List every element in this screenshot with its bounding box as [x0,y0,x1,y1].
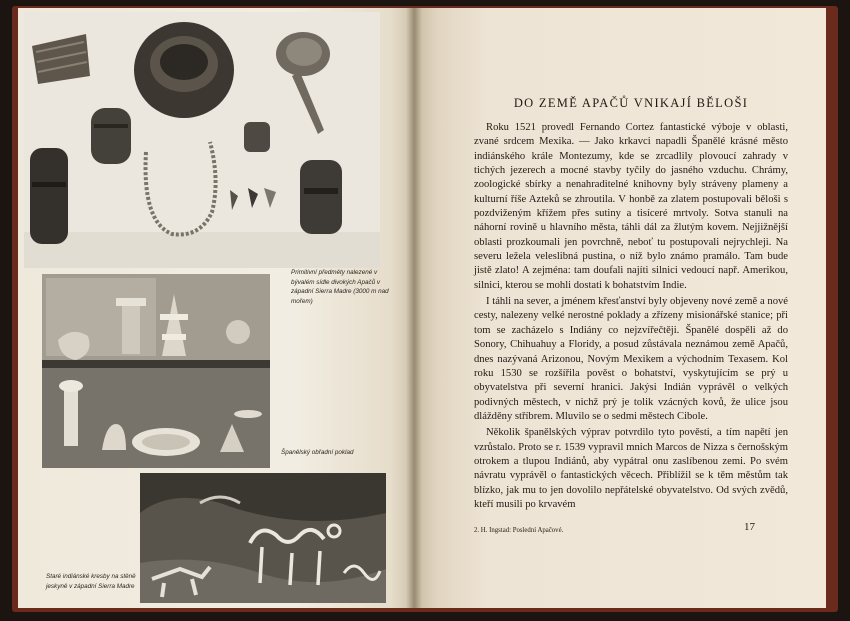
artifacts-photo [24,12,380,268]
page-footer: 2. H. Ingstad: Poslední Apačové. [474,527,564,534]
chapter-title: DO ZEMĚ APAČŮ VNIKAJÍ BĚLOŠI [513,96,749,110]
artifacts-caption: Primitivní předměty nalezené v bývalém sídle divokých Apačů v západní Sierra Madre (3000 m nad mořem) [291,269,389,305]
book-gutter [406,8,422,608]
rock-art-caption: Staré indiánské kresby na stěně jeskyně v západní Sierra Madre [46,573,136,590]
rock-art-photo [140,473,386,603]
pottery-caption: Španělský obřadní poklad [281,449,354,456]
page-text [474,96,788,514]
paragraph: Roku 1521 provedl Fernando Cortez fantastické výboje v oblasti, zvané srdcem Mexika. — Jako krkavci napadli Španělé krásné město indiánského krále Montezumy, kde se zrcadlily plovoucí zahrady v tichých jezerech a mocné stavby tyčily do jasného vzduchu. Chrámy, zoologické sbírky a nenahraditelné knihovny byly stráveny plameny a kulturní říše Azteků se zhroutila. V honbě za zlatem postupovali běloši s pozdviženým křížem přes sutiny a tisíceré mrtvoly. Sotva stanuli na náhorní rovině u hlavního města, táhli dál za žlutým kovem. Nejjižnější oblasti prozkoumali jen povrchně, neboť tu postupovali nejrychleji. Na severu ležela veleslibná pustina, o níž bylo známo pramálo. Tam bude jistě zlato! A zejména: tam doufali najíti silnici vedoucí např. Amerikou, silnici, kterou se mohli dostati k bohatstvím Indie. [474,122,788,291]
paragraph: Několik španělských výprav potvrdilo tyto pověsti, a tím napětí jen vzrůstalo. Proto se r. 1539 vypravil mnich Marcos de Nizza s černošským otrokem a tlupou Indiánů, aby vypátral onu zaslíbenou zemi. Po svém návratu vyprávěl o fantastických věcech. Přiblížil se k těm městům tak blízko, jak mu to jen dovolilo nepřátelské obyvatelstvo. Od svých zvědů, kteří musili po krvavém [474,427,788,510]
pottery-photo [42,274,270,468]
paragraph: I táhli na sever, a jménem křesťanství byly objeveny nové země a nové cesty, nalezeny velké nerostné poklady a zřízeny misionářské stanice; při tom se zacházelo s Indiány co nejzvířečtěji. Španělé dospěli až do Sonory, Chihuahuy a Floridy, a posud zůstávala neznámou země Apačů, dnes nazývaná Arizonou, Novým Mexikem a východním Texasem. Kol roku 1530 se rozšířila pověst o bohatství, vyskytujícím se prý u obyvatelstva při severní hranici. Jakýsi Indián vyprávěl o velkých podivných městech, v nichž prý je tolik vzácných kovů, že ulice jsou dlážděny stříbrem. Mluvilo se o sedmi městech Cibole. [474,296,788,422]
page-number: 17 [744,521,755,533]
